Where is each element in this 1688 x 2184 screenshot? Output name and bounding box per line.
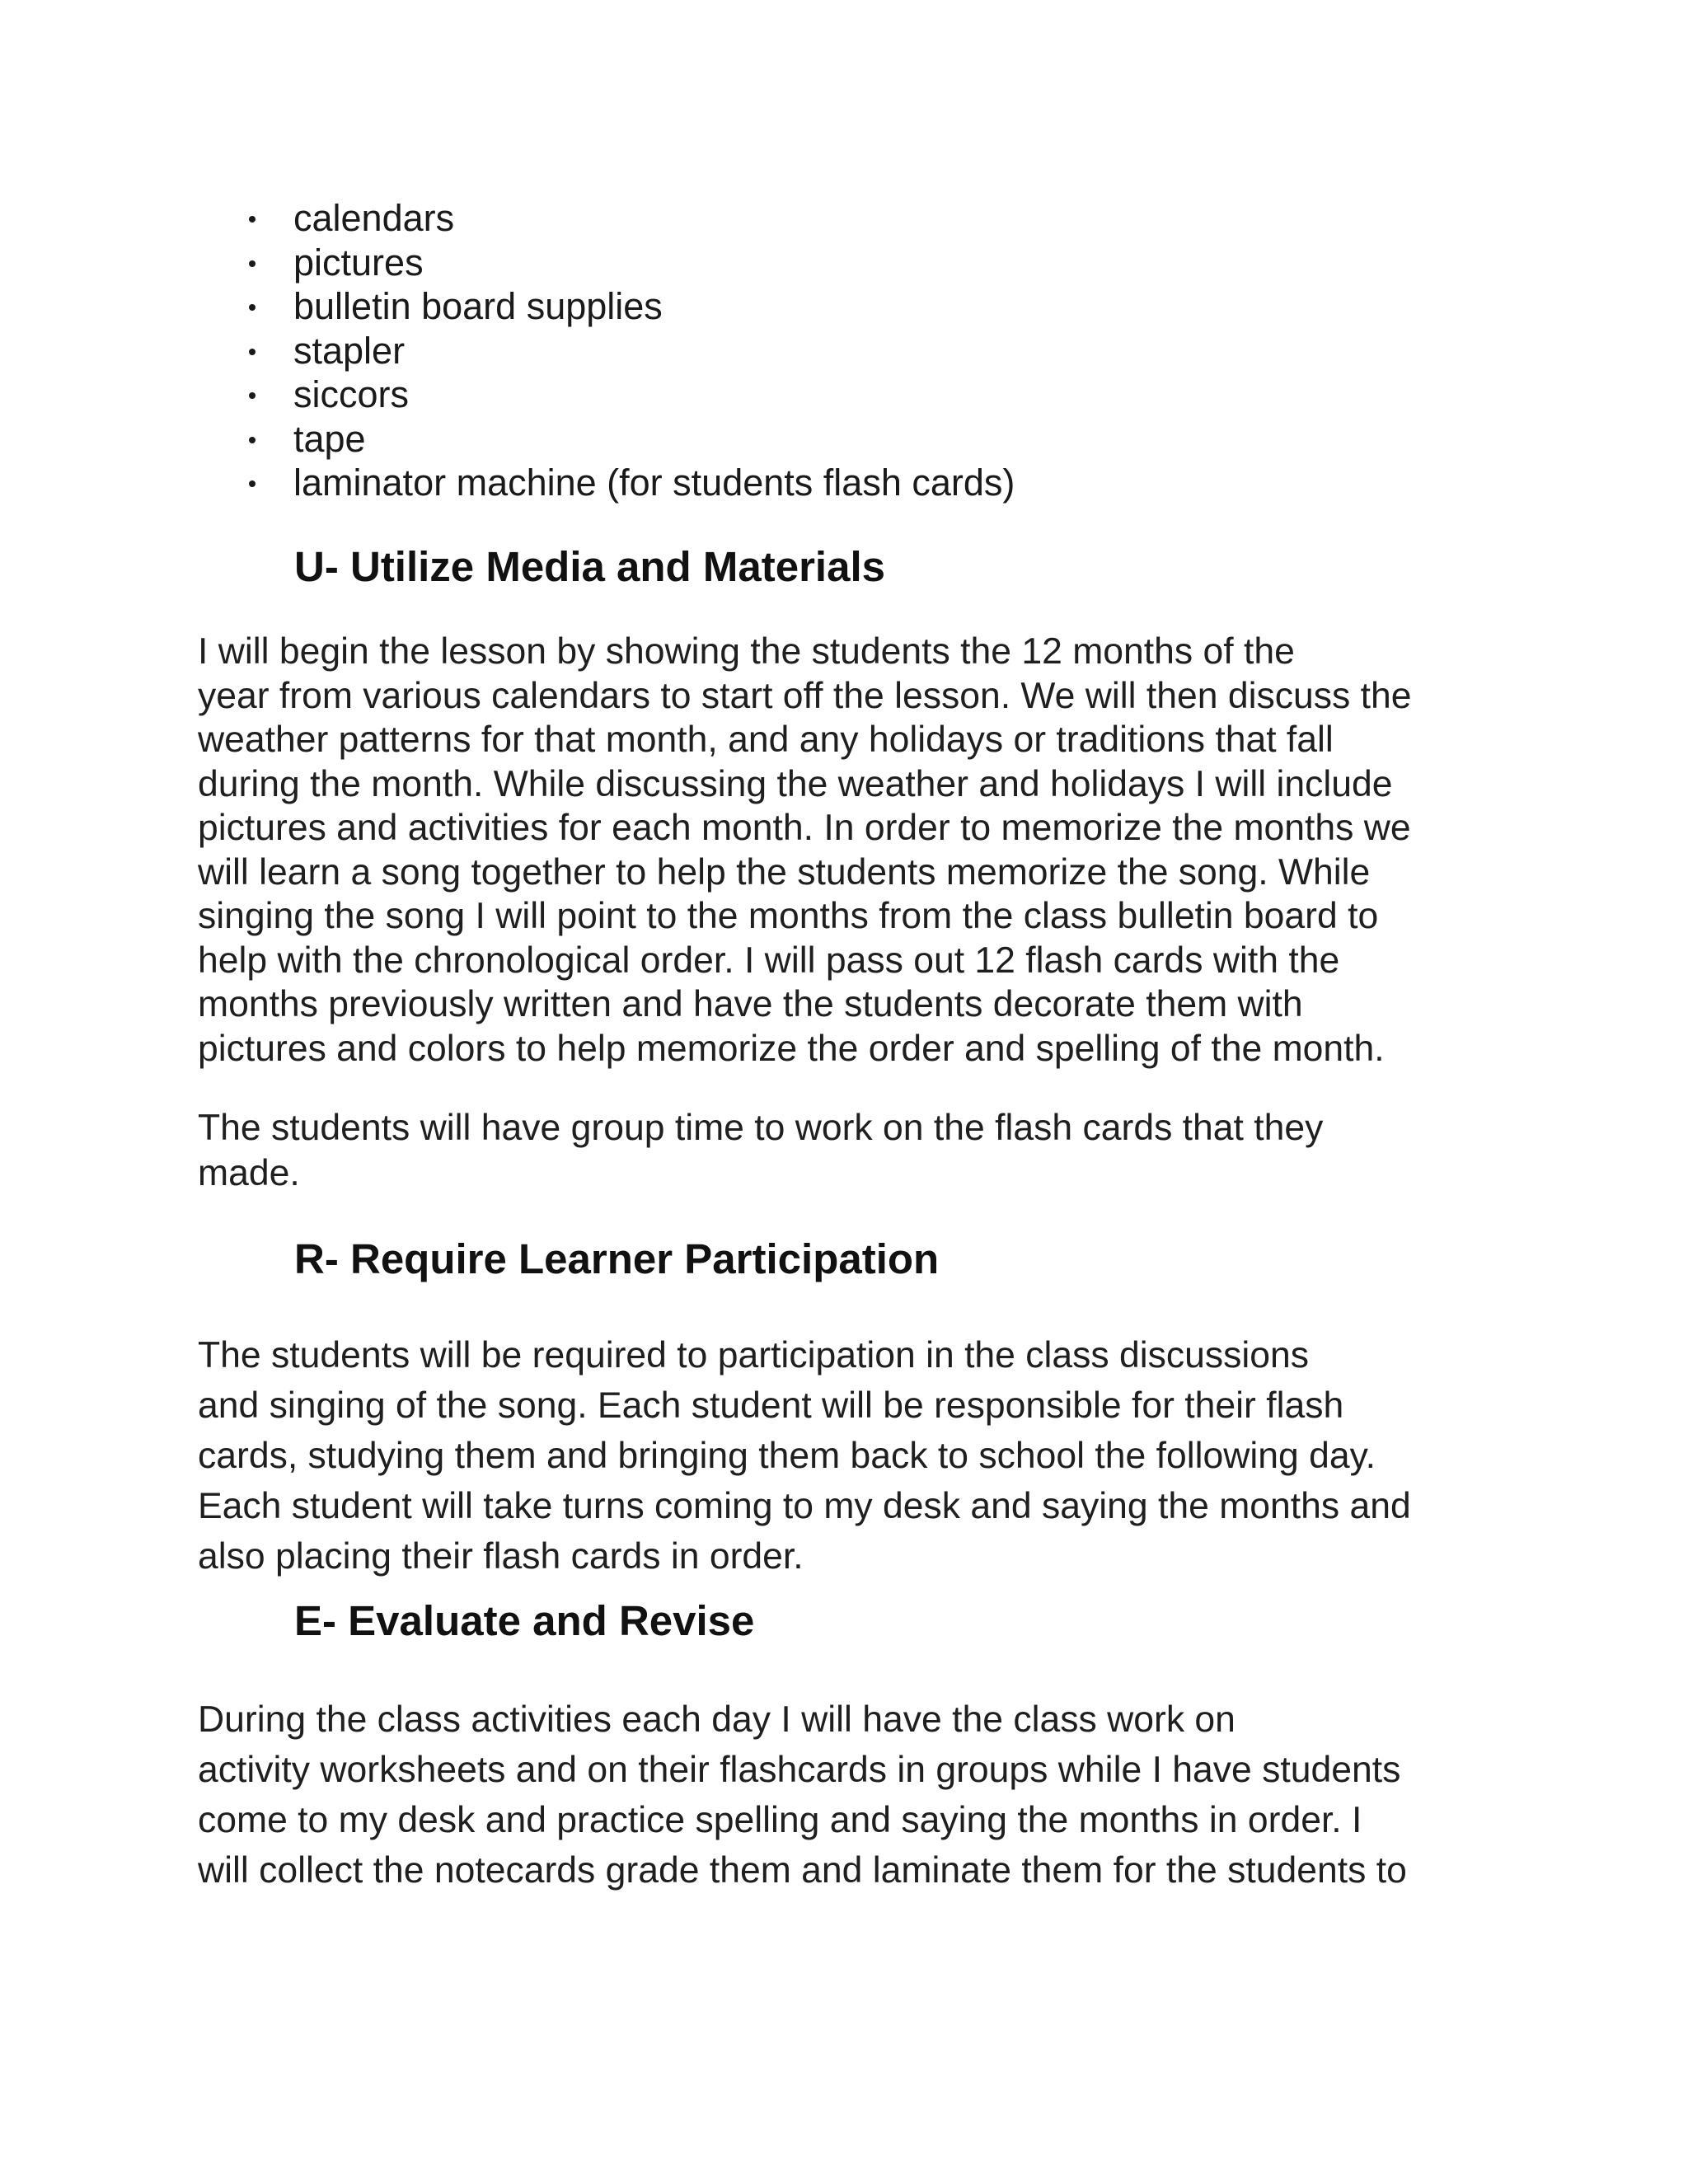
list-item [241, 196, 1015, 241]
list-item-text: stapler [293, 329, 406, 372]
list-item [241, 284, 1015, 329]
list-item-text: calendars [293, 197, 455, 239]
list-item [241, 241, 1015, 285]
bullet-icon [249, 437, 256, 443]
bullet-icon [249, 260, 256, 267]
list-item [241, 417, 1015, 462]
list-item [241, 461, 1015, 505]
require-paragraph: The students will be required to participation in the class discussions and singing of the song. Each student will be responsible for their flash cards, studying them and bringing them back to school the following day. Each student will take turns coming to my desk and saying the months and also placing their flash cards in order. [198, 1335, 1411, 1577]
utilize-paragraph-2: The students will have group time to work on the flash cards that they made. [198, 1108, 1324, 1193]
section-heading-evaluate: E- Evaluate and Revise [294, 1597, 755, 1644]
section-heading-require: R- Require Learner Participation [294, 1235, 940, 1282]
utilize-paragraph: I will begin the lesson by showing the students the 12 months of the year from various calendars to start off the lesson. We will then discuss the weather patterns for that month, and any holidays or traditions that fall during the month. While discussing the weather and holidays I will include pictures and activities for each month. In order to memorize the months we will learn a song together to help the students memorize the song. While singing the song I will point to the months from the class bulletin board to help with the chronological order. I will pass out 12 flash cards with the months previously written and have the students decorate them with pictures and colors to help memorize the order and spelling of the month. [198, 631, 1412, 1069]
bullet-icon [249, 216, 256, 223]
list-item [241, 373, 1015, 417]
bullet-icon [249, 304, 256, 311]
list-item-text: bulletin board supplies [293, 285, 663, 327]
list-item-text: pictures [293, 241, 424, 284]
list-item-text: siccors [293, 373, 410, 415]
bullet-icon [249, 480, 256, 487]
bullet-icon [249, 392, 256, 399]
list-item-text: tape [293, 417, 366, 460]
bullet-icon [249, 349, 256, 355]
materials-list [241, 196, 1015, 505]
list-item [241, 329, 1015, 373]
evaluate-paragraph: During the class activities each day I will have the class work on activity worksheets and on their flashcards in groups while I have students come to my desk and practice spelling and saying the months in order. I will collect the notecards grade them and laminate them for the students to [198, 1699, 1407, 1891]
section-heading-utilize: U- Utilize Media and Materials [294, 543, 885, 590]
list-item-text: laminator machine (for students flash cards) [293, 462, 1015, 504]
